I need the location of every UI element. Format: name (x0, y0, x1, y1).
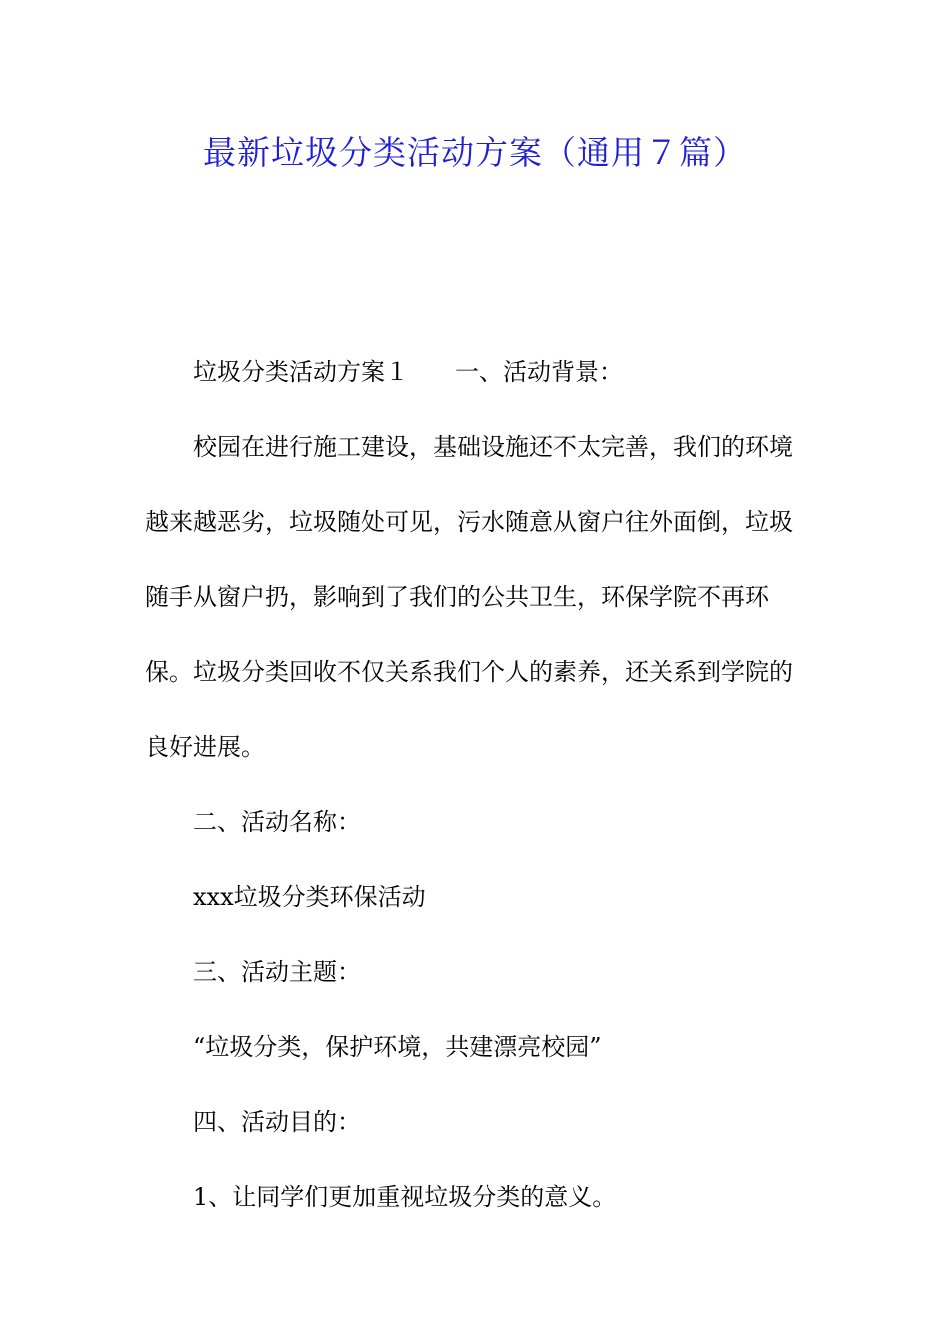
section-1-heading: 一、活动背景： (455, 358, 623, 386)
activity-name: xxx垃圾分类环保活动 (193, 883, 426, 911)
background-paragraph: 校园在进行施工建设，基础设施还不太完善，我们的环境越来越恶劣，垃圾随处可见，污水随意从窗户往外面倒，垃圾随手从窗户扔，影响到了我们的公共卫生，环保学院不再环保。垃圾分类回收不仅关系我们个人的素养，还关系到学院的良好进展。 (145, 433, 793, 761)
document-body (145, 335, 810, 1235)
section-4-heading: 四、活动目的： (193, 1108, 361, 1136)
section-3-heading: 三、活动主题： (193, 958, 361, 986)
plan-heading: 垃圾分类活动方案１ (193, 358, 409, 386)
purpose-item-1: 1、让同学们更加重视垃圾分类的意义。 (193, 1183, 617, 1211)
document-title: 最新垃圾分类活动方案（通用７篇） (203, 133, 747, 172)
activity-theme: “垃圾分类，保护环境，共建漂亮校园” (193, 1033, 602, 1061)
section-2-heading: 二、活动名称： (193, 808, 361, 836)
heading-line (145, 335, 810, 410)
